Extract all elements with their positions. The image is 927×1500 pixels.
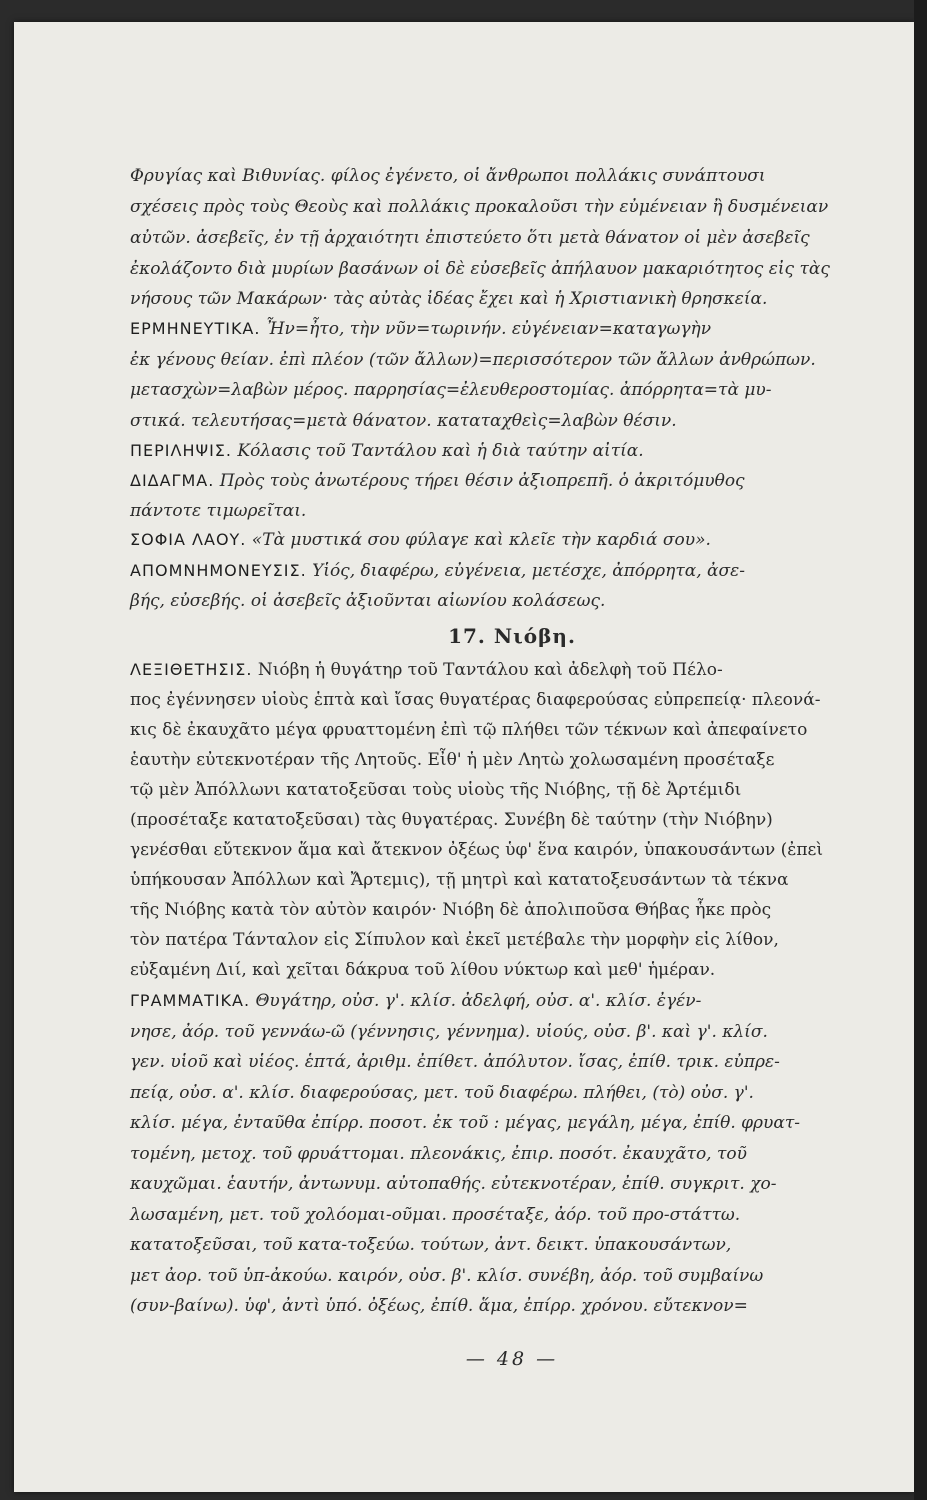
section-label: ΛΕΞΙΘΕΤΗΣΙΣ. <box>130 660 253 679</box>
chapter-title: 17. Νιόβη. <box>448 624 576 648</box>
text-span: Κόλασις τοῦ Ταντάλου καὶ ἡ διὰ ταύτην αἰτία. <box>237 441 644 461</box>
text-line: κλίσ. μέγα, ἐνταῦθα ἐπίρρ. ποσοτ. ἐκ τοῦ : μέγας, μεγάλη, μέγα, ἐπίθ. φρυατ- <box>130 1113 801 1133</box>
text-line: πος ἐγέννησεν υἱοὺς ἑπτὰ καὶ ἴσας θυγατέρας διαφερούσας εὐπρεπείᾳ· πλεονά- <box>130 690 821 710</box>
text-line: λωσαμένη, μετ. τοῦ χολόομαι-οῦμαι. προσέταξε, ἀόρ. τοῦ προ-στάττω. <box>130 1205 741 1225</box>
sophia-line <box>130 529 894 551</box>
text-line: βής, εὐσεβής. οἱ ἀσεβεῖς ἀξιοῦνται αἰωνίου κολάσεως. <box>130 591 606 611</box>
text-line: τομένη, μετοχ. τοῦ φρυάττομαι. πλεονάκις, ἐπιρ. ποσότ. ἐκαυχᾶτο, τοῦ <box>130 1144 747 1164</box>
text-line: καυχῶμαι. ἑαυτήν, ἀντωνυμ. αὐτοπαθής. εὐτεκνοτέραν, ἐπίθ. συγκριτ. χο- <box>130 1174 777 1194</box>
didagma-line <box>130 470 894 492</box>
text-line: κις δὲ ἐκαυχᾶτο μέγα φρυαττομένη ἐπὶ τῷ πλήθει τῶν τέκνων καὶ ἀπεφαίνετο <box>130 720 808 740</box>
text-line: σχέσεις πρὸς τοὺς Θεοὺς καὶ πολλάκις προκαλοῦσι τὴν εὐμένειαν ἢ δυσμένειαν <box>130 197 829 217</box>
section-label: ΓΡΑΜΜΑΤΙΚΑ. <box>130 991 251 1010</box>
text-line: ἑαυτὴν εὐτεκνοτέραν τῆς Λητοῦς. Εἶθ' ἡ μὲν Λητὼ χολωσαμένη προσέταξε <box>130 750 775 770</box>
text-line: τὸν πατέρα Τάνταλον εἰς Σίπυλον καὶ ἐκεῖ μετέβαλε τὴν μορφὴν εἰς λίθον, <box>130 930 779 950</box>
apomnemoneusis-line <box>130 560 894 582</box>
text-line: μετασχὼν=λαβὼν μέρος. παρρησίας=ἐλευθεροστομίας. ἀπόρρητα=τὰ μυ- <box>130 380 772 400</box>
text-line: γεν. υἱοῦ καὶ υἱέος. ἑπτά, ἀριθμ. ἐπίθετ. ἀπόλυτον. ἴσας, ἐπίθ. τρικ. εὐπρε- <box>130 1052 780 1072</box>
text-line: (συν-βαίνω). ὑφ', ἀντὶ ὑπό. ὀξέως, ἐπίθ. ἅμα, ἐπίρρ. χρόνου. εὔτεκνον= <box>130 1296 748 1316</box>
text-line: πείᾳ, οὐσ. α'. κλίσ. διαφερούσας, μετ. τοῦ διαφέρω. πλήθει, (τὸ) οὐσ. γ'. <box>130 1083 754 1103</box>
text-line: (προσέταξε κατατοξεῦσαι) τὰς θυγατέρας. Συνέβη δὲ ταύτην (τὴν Νιόβην) <box>130 810 773 830</box>
text-span: Ἦν=ἦτο, τὴν νῦν=τωρινήν. εὐγένειαν=καταγωγὴν <box>265 319 712 339</box>
text-line: τῆς Νιόβης κατὰ τὸν αὐτὸν καιρόν· Νιόβη δὲ ἀπολιποῦσα Θήβας ἧκε πρὸς <box>130 900 772 920</box>
text-line: γενέσθαι εὔτεκνον ἅμα καὶ ἄτεκνον ὀξέως ὑφ' ἕνα καιρόν, ὑπακουσάντων (ἐπεὶ <box>130 840 823 860</box>
scan-edge <box>914 0 927 1500</box>
text-span: Πρὸς τοὺς ἀνωτέρους τήρει θέσιν ἀξιοπρεπῆ. ὁ ἀκριτόμυθος <box>219 471 745 491</box>
lexithetesis-line <box>130 659 894 681</box>
text-span: Υἱός, διαφέρω, εὐγένεια, μετέσχε, ἀπόρρητα, ἀσε- <box>312 561 745 581</box>
text-line: μετ ἀορ. τοῦ ὑπ-ἀκούω. καιρόν, οὐσ. β'. κλίσ. συνέβη, ἀόρ. τοῦ συμβαίνω <box>130 1266 764 1286</box>
hermeneutika-line <box>130 318 894 340</box>
section-label: ΠΕΡΙΛΗΨΙΣ. <box>130 441 232 460</box>
text-line: ἐκ γένους θείαν. ἐπὶ πλέον (τῶν ἄλλων)=περισσότερον τῶν ἄλλων ἀνθρώπων. <box>130 350 816 370</box>
text-line: νήσους τῶν Μακάρων· τὰς αὐτὰς ἰδέας ἔχει καὶ ἡ Χριστιανικὴ θρησκεία. <box>130 289 768 309</box>
text-span: Νιόβη ἡ θυγάτηρ τοῦ Ταντάλου καὶ ἀδελφὴ τοῦ Πέλο- <box>257 660 723 680</box>
text-line: αὐτῶν. ἀσεβεῖς, ἐν τῇ ἀρχαιότητι ἐπιστεύετο ὅτι μετὰ θάνατον οἱ μὲν ἀσεβεῖς <box>130 228 810 248</box>
text-line: κατατοξεῦσαι, τοῦ κατα-τοξεύω. τούτων, ἀντ. δεικτ. ὑπακουσάντων, <box>130 1235 732 1255</box>
perilepsis-line <box>130 440 894 462</box>
section-label: ΣΟΦΙΑ ΛΑΟΥ. <box>130 530 247 549</box>
text-span: «Τὰ μυστικά σου φύλαγε καὶ κλεῖε τὴν καρδιά σου». <box>251 530 711 550</box>
text-line: τῷ μὲν Ἀπόλλωνι κατατοξεῦσαι τοὺς υἱοὺς τῆς Νιόβης, τῇ δὲ Ἀρτέμιδι <box>130 780 742 800</box>
section-label: ΔΙΔΑΓΜΑ. <box>130 471 215 490</box>
text-line: ὑπήκουσαν Ἀπόλλων καὶ Ἄρτεμις), τῇ μητρὶ καὶ κατατοξευσάντων τὰ τέκνα <box>130 870 789 890</box>
section-label: ΑΠΟΜΝΗΜΟΝΕΥΣΙΣ. <box>130 561 307 580</box>
text-line: Φρυγίας καὶ Βιθυνίας. φίλος ἐγένετο, οἱ ἄνθρωποι πολλάκις συνάπτουσι <box>130 166 766 186</box>
text-line: νησε, ἀόρ. τοῦ γεννάω-ῶ (γέννησις, γέννημα). υἱούς, οὐσ. β'. καὶ γ'. κλίσ. <box>130 1022 768 1042</box>
grammatika-line <box>130 990 894 1012</box>
page-number: — 48 — <box>465 1348 559 1370</box>
section-label: ΕΡΜΗΝΕΥΤΙΚΑ. <box>130 319 261 338</box>
text-line: πάντοτε τιμωρεῖται. <box>130 501 307 521</box>
text-span: Θυγάτηρ, οὐσ. γ'. κλίσ. ἀδελφή, οὐσ. α'. κλίσ. ἐγέν- <box>255 991 702 1011</box>
text-line: στικά. τελευτήσας=μετὰ θάνατον. καταταχθεὶς=λαβὼν θέσιν. <box>130 411 677 431</box>
text-line: ἐκολάζοντο διὰ μυρίων βασάνων οἱ δὲ εὐσεβεῖς ἀπήλαυον μακαριότητος εἰς τὰς <box>130 259 830 279</box>
text-line: εὐξαμένη Διί, καὶ χεῖται δάκρυα τοῦ λίθου νύκτωρ καὶ μεθ' ἡμέραν. <box>130 960 716 980</box>
